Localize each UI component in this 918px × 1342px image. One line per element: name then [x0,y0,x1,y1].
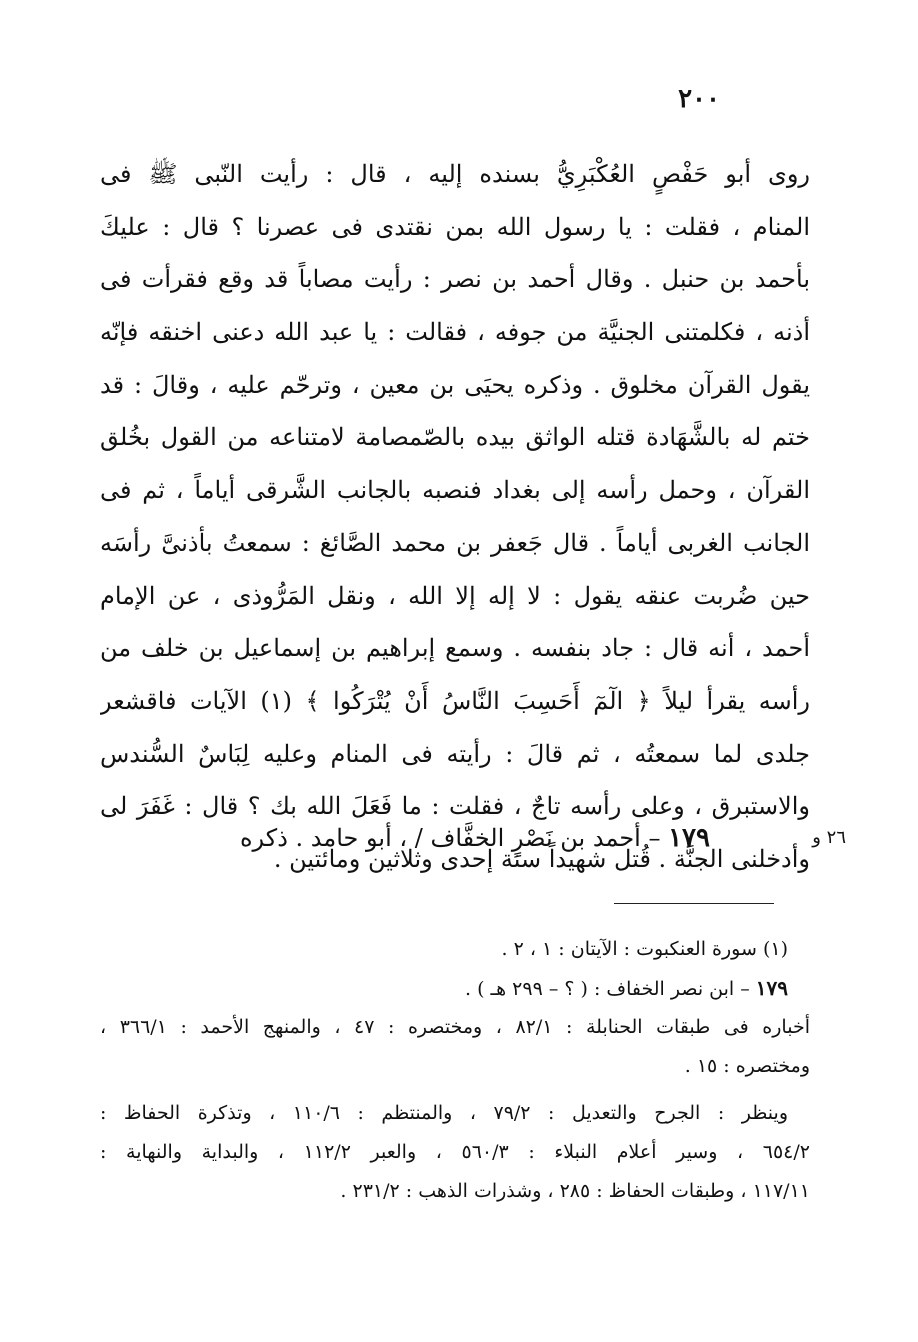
footnote-reference: (١) سورة العنكبوت : الآيتان : ١ ، ٢ . [501,938,788,960]
entry-title: – أحمد بن نَصْرٍ الخفَّاف / ، أبو حامد . ذكره [239,824,669,852]
text-line: رأسه يقرأ ليلاً ﴿ الٓمٓ أَحَسِبَ النَّاسُ أَنْ يُتْرَكُوا ﴾ (١) الآيات فاقشعر [100,686,810,715]
text-line: يقول القرآن مخلوق . وذكره يحيَى بن معين ، وترحّم عليه ، وقالَ : قد [100,370,810,399]
text-line: القرآن ، وحمل رأسه إلى بغداد فنصبه بالجانب الشَّرقى أياماً ، ثم فى [100,476,810,505]
text-line: وأدخلنى الجنَّة . قُتل شهيداً سنة إحدى وثلاثين ومائتين . [273,844,810,873]
text-line: أحمد ، أنه قال : جاد بنفسه . وسمع إبراهيم بن إسماعيل بن خلف من [100,634,810,663]
margin-folio-note: ٢٦ و [812,827,846,848]
page-number: ٢٠٠ [678,84,720,114]
text-line: بأحمد بن حنبل . وقال أحمد بن نصر : رأيت مصاباً قد وقع فقرأت فى [100,265,810,294]
text-line: روى أبو حَفْصٍ العُكْبَرِيُّ بسنده إليه ، قال : رأيت النّبى ﷺ فى [100,160,810,188]
footnote-entry [100,969,810,1008]
text-line: ختم له بالشَّهَادة قتله الواثق بيده بالصّمصامة لامتناعه من القول بخُلق [100,423,810,452]
footnote-see-also-line: وينظر : الجرح والتعديل : ٧٩/٢ ، والمنتظم : ١١٠/٦ ، وتذكرة الحفاظ : [100,1102,788,1124]
text-line: حين ضُربت عنقه يقول : لا إله إلا الله ، ونقل المَرُّوذى ، عن الإمام [100,581,810,610]
footnote-entry-text: – ابن نصر الخفاف : ( ؟ – ٢٩٩ هـ ) . [465,978,756,1000]
footnotes-block [100,930,810,1211]
footnote-divider [614,903,774,904]
text-line: أذنه ، فكلمتنى الجنيَّة من جوفه ، فقالت : يا عبد الله دعنى اخنقه فإنّه [100,318,810,347]
entry-number: ١٧٩ [668,823,710,853]
footnote-sources-line: أخباره فى طبقات الحنابلة : ٨٢/١ ، ومختصره : ٤٧ ، والمنهج الأحمد : ٣٦٦/١ ، [100,1016,810,1038]
text-line: المنام ، فقلت : يا رسول الله بمن نقتدى فى عصرنا ؟ قال : عليكَ [100,212,810,241]
footnote-entry-number: ١٧٩ [755,976,788,1000]
footnote-see-also-line: ٦٥٤/٢ ، وسير أعلام النبلاء : ٥٦٠/٣ ، والعبر ١١٢/٢ ، والبداية والنهاية : [100,1141,810,1163]
footnote-sources-line: ومختصره : ١٥ . [684,1055,810,1077]
footnote-see-also-line: ١١٧/١١ ، وطبقات الحفاظ : ٢٨٥ ، وشذرات الذهب : ٢٣١/٢ . [340,1180,810,1202]
entry-heading [100,812,710,864]
main-text-block [100,148,810,886]
text-line: الجانب الغربى أياماً . قال جَعفر بن محمد الصَّائغ : سمعتُ بأذنىَّ رأسَه [100,528,810,557]
text-line: والاستبرق ، وعلى رأسه تاجٌ ، فقلت : ما فَعَلَ الله بك ؟ قال : غَفَرَ لى [100,792,810,821]
text-line: جلدى لما سمعتُه ، ثم قالَ : رأيته فى المنام وعليه لِبَاسٌ السُّندس [100,739,810,768]
